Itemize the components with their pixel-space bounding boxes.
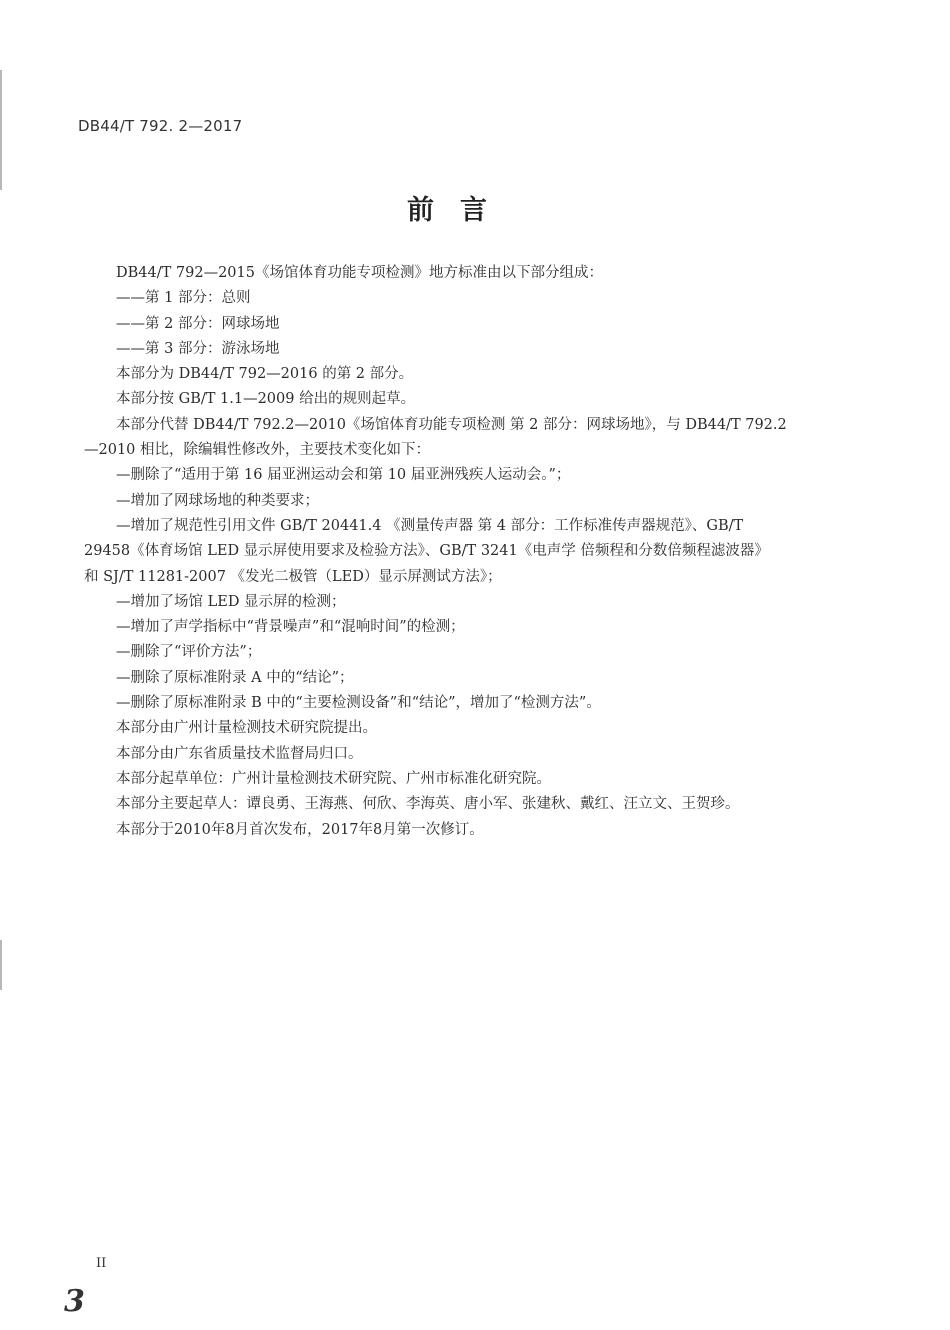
page-title: 前言 xyxy=(407,195,513,226)
page-number-roman: II xyxy=(96,1256,107,1271)
change-item: —删除了原标准附录 A 中的“结论”； xyxy=(116,669,354,686)
page-number-handwritten: 3 xyxy=(64,1284,85,1319)
paragraph-continuation: —2010 相比，除编辑性修改外，主要技术变化如下： xyxy=(84,442,431,459)
change-item: —增加了声学指标中“背景噪声”和“混响时间”的检测； xyxy=(116,619,465,636)
list-item: ——第 3 部分：游泳场地 xyxy=(116,340,280,357)
foreword-body xyxy=(84,261,840,843)
change-item: —增加了场馆 LED 显示屏的检测； xyxy=(116,593,346,610)
list-item: ——第 1 部分：总则 xyxy=(116,290,251,307)
change-item: —删除了“评价方法”； xyxy=(116,644,262,661)
paragraph: 本部分于2010年8月首次发布，2017年8月第一次修订。 xyxy=(116,821,484,838)
change-item: —删除了“适用于第 16 届亚洲运动会和第 10 届亚洲残疾人运动会。”； xyxy=(116,467,571,484)
paragraph: 本部分为 DB44/T 792—2016 的第 2 部分。 xyxy=(116,366,414,383)
paragraph: 本部分按 GB/T 1.1—2009 给出的规则起草。 xyxy=(116,391,416,408)
standard-code-header: DB44/T 792. 2—2017 xyxy=(78,117,243,135)
change-item-continuation: 和 SJ/T 11281-2007 《发光二极管（LED）显示屏测试方法》； xyxy=(84,568,502,585)
paragraph: 本部分起草单位：广州计量检测技术研究院、广州市标准化研究院。 xyxy=(116,770,551,787)
change-item: —增加了网球场地的种类要求； xyxy=(116,492,319,509)
paragraph: 本部分由广州计量检测技术研究院提出。 xyxy=(116,720,377,737)
paragraph: 本部分代替 DB44/T 792.2—2010《场馆体育功能专项检测 第 2 部分：网球场地》，与 DB44/T 792.2 xyxy=(116,416,787,433)
change-item: —增加了规范性引用文件 GB/T 20441.4 《测量传声器 第 4 部分：工作标准传声器规范》、GB/T xyxy=(116,517,744,534)
paragraph: 本部分主要起草人：谭良勇、王海燕、何欣、李海英、唐小军、张建秋、戴红、汪立文、王贺珍。 xyxy=(116,796,740,813)
scan-edge-mark-top xyxy=(0,70,2,190)
list-item: ——第 2 部分：网球场地 xyxy=(116,315,280,332)
paragraph: DB44/T 792—2015《场馆体育功能专项检测》地方标准由以下部分组成： xyxy=(116,265,603,281)
scan-edge-mark-bottom xyxy=(0,940,2,990)
change-item-continuation: 29458《体育场馆 LED 显示屏使用要求及检验方法》、GB/T 3241《电声学 倍频程和分数倍频程滤波器》 xyxy=(84,543,769,560)
paragraph: 本部分由广东省质量技术监督局归口。 xyxy=(116,745,363,762)
change-item: —删除了原标准附录 B 中的“主要检测设备”和“结论”，增加了“检测方法”。 xyxy=(116,695,601,712)
